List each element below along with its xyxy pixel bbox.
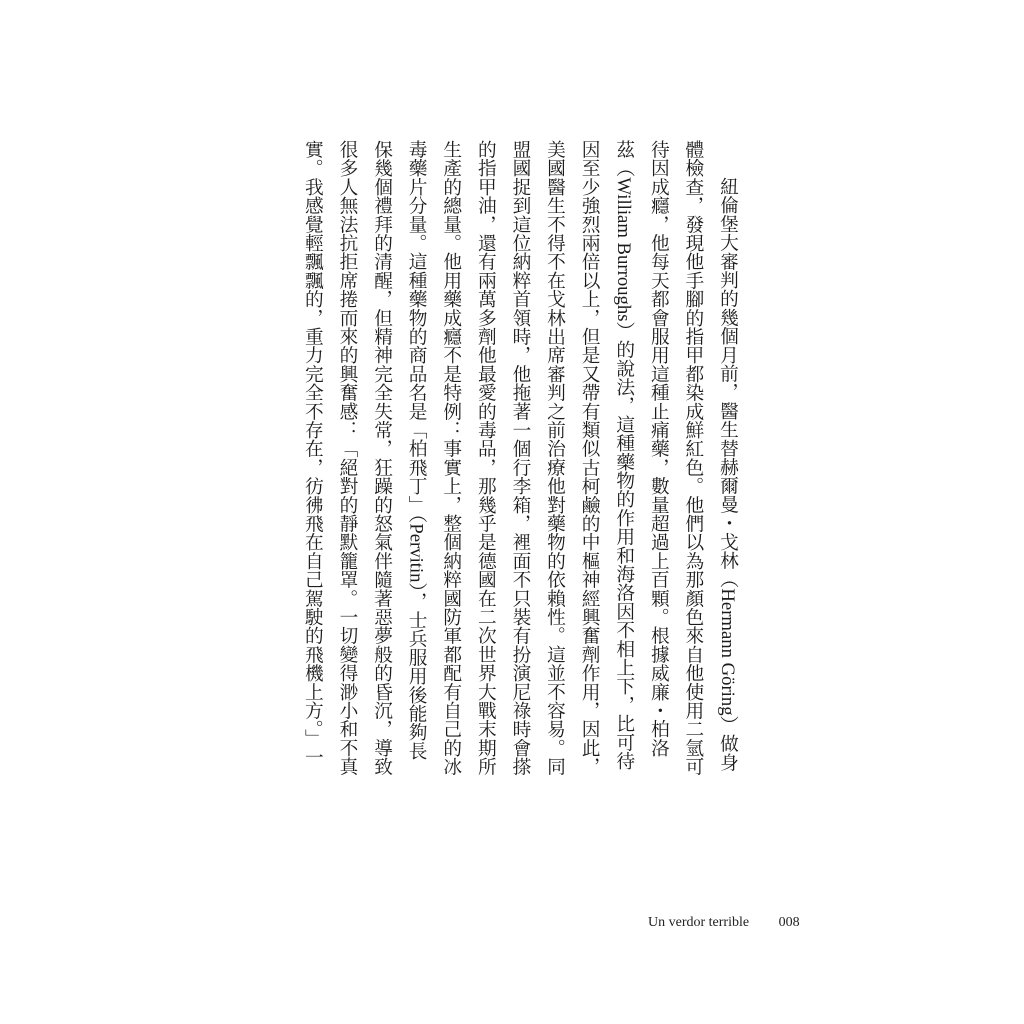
text-column: 很多人無法抗拒席捲而來的興奮感：「絕對的靜默籠罩。一切變得渺小和不真 — [336, 140, 358, 776]
text-column: 的指甲油，還有兩萬多劑他最愛的毒品，那幾乎是德國在二次世界大戰末期所 — [474, 140, 496, 776]
text-column: 生產的總量。他用藥成癮不是特例：事實上，整個納粹國防軍都配有自己的冰 — [440, 140, 462, 776]
page-footer — [648, 915, 800, 931]
text-column: 保幾個禮拜的清醒，但精神完全失常，狂躁的怒氣伴隨著惡夢般的昏沉，導致 — [371, 140, 393, 776]
text-column: 美國醫生不得不在戈林出席審判之前治療他對藥物的依賴性。這並不容易。同 — [544, 140, 566, 776]
text-column: 體檢查，發現他手腳的指甲都染成鮮紅色。他們以為那顏色來自他使用二氫可 — [682, 140, 704, 776]
text-column: 盟國捉到這位納粹首領時，他拖著一個行李箱，裡面不只裝有扮演尼祿時會搽 — [509, 140, 531, 776]
text-column: 待因成癮，他每天都會服用這種止痛藥，數量超過上百顆。根據威廉・柏洛 — [647, 140, 669, 758]
text-column: 因至少強烈兩倍以上，但是又帶有類似古柯鹼的中樞神經興奮劑作用，因此， — [578, 140, 600, 776]
page-number: 008 — [778, 915, 800, 930]
text-column: 紐倫堡大審判的幾個月前，醫生替赫爾曼・戈林（Hermann Göring）做身 — [717, 177, 738, 773]
text-column: 實。我感覺輕飄飄的，重力完全不存在，彷彿飛在自己駕駛的飛機上方。」一 — [301, 140, 323, 767]
text-column: 毒藥片分量。這種藥物的商品名是「柏飛丁」（Pervitin），士兵服用後能夠長 — [405, 140, 427, 761]
text-column: 茲（William Burroughs）的說法，這種藥物的作用和海洛因不相上下，比可待 — [613, 140, 635, 771]
running-title: Un verdor terrible — [648, 915, 750, 930]
body-text — [292, 140, 744, 840]
